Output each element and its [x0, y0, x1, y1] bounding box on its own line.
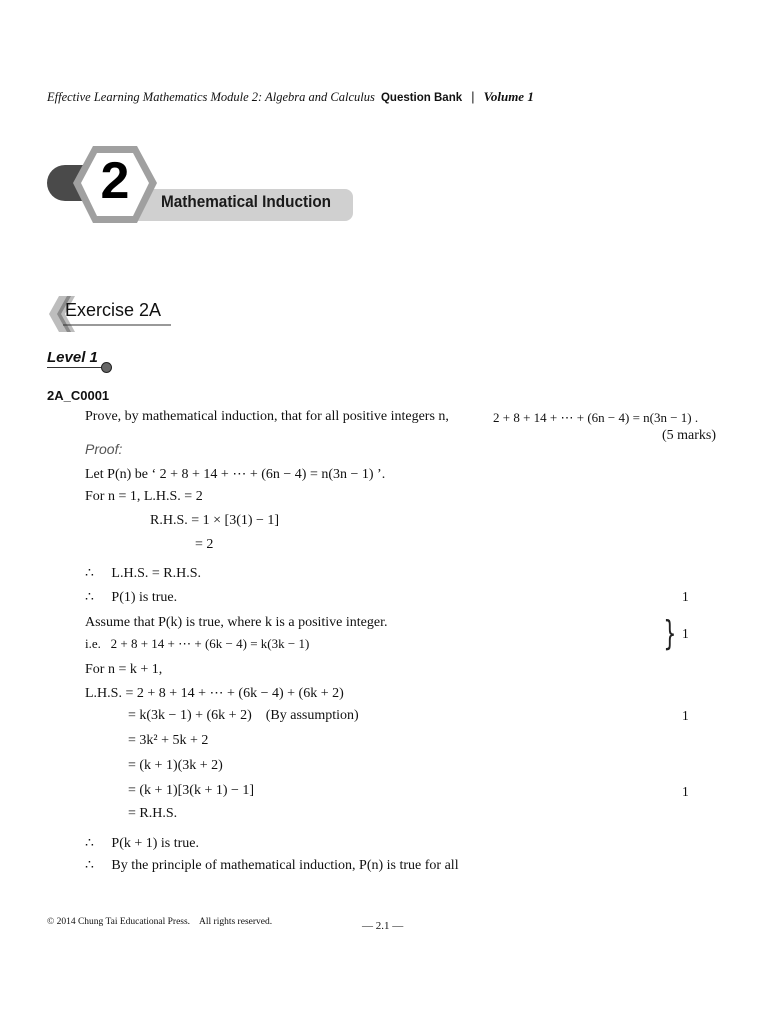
proof-label: Proof:	[85, 441, 123, 457]
page-number: — 2.1 —	[362, 920, 404, 932]
proof-line: For n = 1, L.H.S. = 2	[85, 489, 203, 504]
chapter-number: 2	[100, 152, 130, 210]
proof-line: For n = k + 1,	[85, 662, 163, 677]
chapter-banner	[45, 143, 355, 227]
exercise-banner	[45, 294, 175, 334]
question-formula: 2 + 8 + 14 + ⋯ + (6n − 4) = n(3n − 1) .	[493, 410, 699, 425]
book-title: Effective Learning Mathematics Module 2: Algebra and Calculus	[47, 90, 375, 104]
chapter-banner-graphic	[45, 143, 355, 227]
mark: 1	[682, 626, 689, 641]
proof-line: ∴ By the principle of mathematical induction, P(n) is true for all	[85, 858, 459, 873]
footer-copyright: © 2014 Chung Tai Educational Press. All rights reserved.	[47, 917, 273, 927]
level-dot-icon	[101, 362, 112, 373]
brace-icon: }	[663, 614, 677, 654]
proof-line: Assume that P(k) is true, where k is a positive integer.	[85, 615, 388, 630]
proof-line: = (k + 1)[3(k + 1) − 1]	[128, 783, 255, 798]
question-marks: (5 marks)	[662, 428, 717, 443]
proof-line: ∴ P(k + 1) is true.	[85, 836, 200, 851]
volume-label: Volume 1	[483, 89, 534, 104]
running-header	[47, 89, 534, 105]
question-bank-label: Question Bank	[380, 92, 463, 104]
proof-line: i.e. 2 + 8 + 14 + ⋯ + (6k − 4) = k(3k − 1)	[85, 636, 310, 651]
proof-line: = k(3k − 1) + (6k + 2) (By assumption)	[128, 708, 359, 723]
proof-line: = 3k² + 5k + 2	[128, 733, 209, 748]
mark: 1	[682, 589, 689, 604]
exercise-title: Exercise 2A	[65, 300, 162, 320]
question-prompt: Prove, by mathematical induction, that for all positive integers n,	[85, 409, 449, 424]
chapter-title: Mathematical Induction	[161, 192, 332, 211]
level-label: Level 1	[47, 349, 98, 366]
proof-line: = 2	[195, 537, 214, 552]
mark: 1	[682, 708, 689, 723]
proof-line: ∴ L.H.S. = R.H.S.	[85, 566, 201, 581]
header-separator: |	[471, 90, 475, 104]
question-id: 2A_C0001	[47, 388, 110, 403]
proof-line: = R.H.S.	[128, 806, 178, 821]
proof-line: R.H.S. = 1 × [3(1) − 1]	[150, 513, 280, 528]
mark: 1	[682, 784, 689, 799]
proof-line: Let P(n) be ‘ 2 + 8 + 14 + ⋯ + (6n − 4) = n(3n − 1) ’.	[85, 467, 386, 482]
proof-line: = (k + 1)(3k + 2)	[128, 758, 223, 773]
proof-line: ∴ P(1) is true.	[85, 590, 178, 605]
level-underline	[47, 367, 107, 368]
proof-line: L.H.S. = 2 + 8 + 14 + ⋯ + (6k − 4) + (6k + 2)	[85, 686, 344, 701]
